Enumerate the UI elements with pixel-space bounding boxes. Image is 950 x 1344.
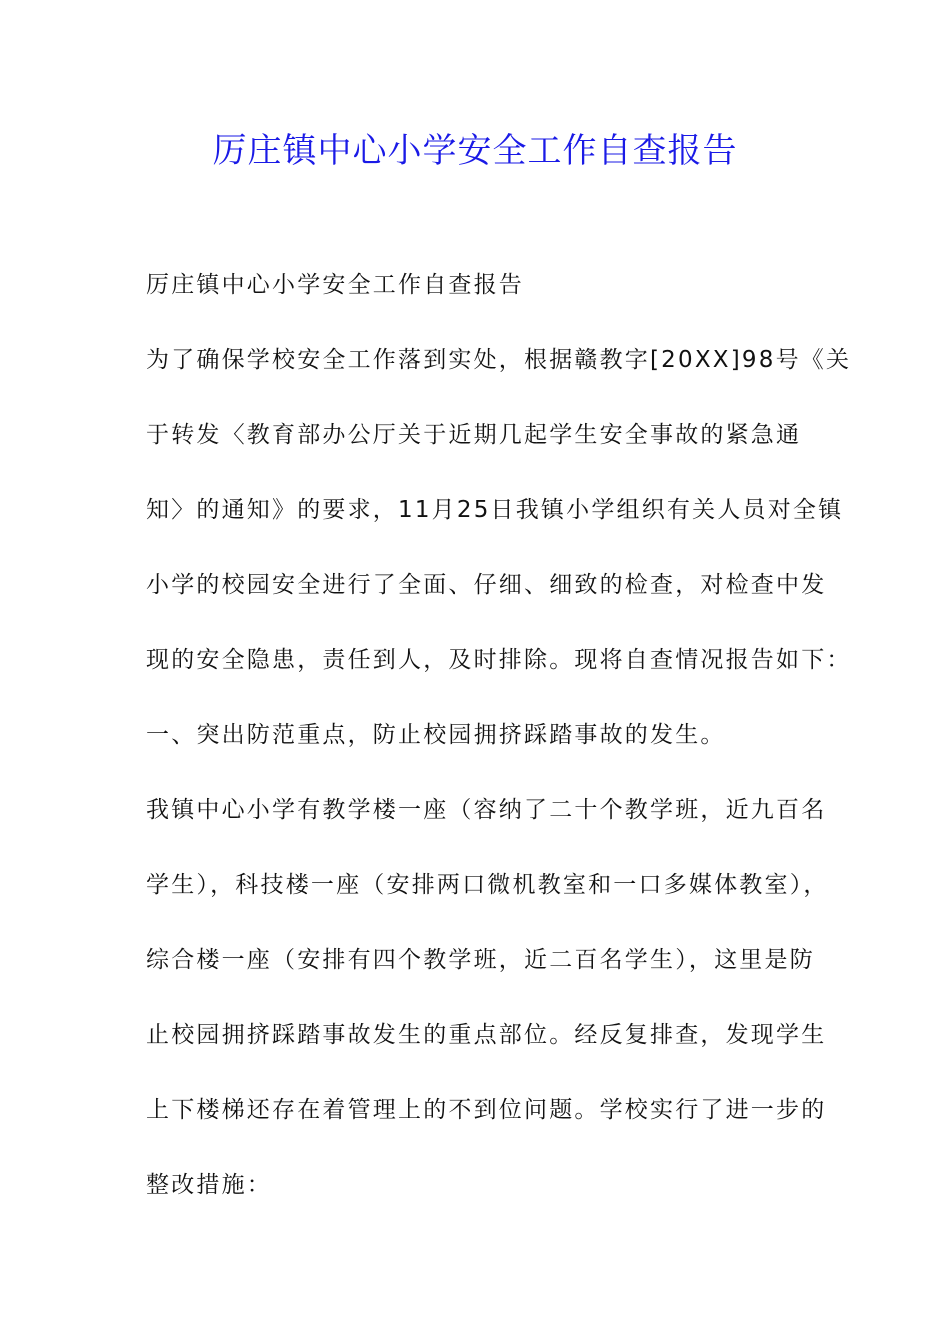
body-line: 上下楼梯还存在着管理上的不到位问题。学校实行了进一步的 xyxy=(146,1097,827,1123)
section-heading: 一、突出防范重点，防止校园拥挤踩踏事故的发生。 xyxy=(146,722,726,748)
body-line: 综合楼一座（安排有四个教学班，近二百名学生），这里是防 xyxy=(146,947,815,973)
body-line: 知〉的通知》的要求，11月25日我镇小学组织有关人员对全镇 xyxy=(146,497,844,523)
body-line: 整改措施： xyxy=(146,1172,272,1198)
body-line: 现的安全隐患，责任到人，及时排除。现将自查情况报告如下： xyxy=(146,647,852,673)
body-line: 小学的校园安全进行了全面、仔细、细致的检查，对检查中发 xyxy=(146,572,827,598)
subtitle-line: 厉庄镇中心小学安全工作自查报告 xyxy=(146,272,524,298)
body-line: 于转发〈教育部办公厅关于近期几起学生安全事故的紧急通 xyxy=(146,422,802,448)
body-line: 学生），科技楼一座（安排两口微机教室和一口多媒体教室）， xyxy=(146,872,829,898)
body-line: 为了确保学校安全工作落到实处，根据赣教字[20XX]98号《关 xyxy=(146,347,852,373)
document-title: 厉庄镇中心小学安全工作自查报告 xyxy=(212,131,738,171)
body-line: 我镇中心小学有教学楼一座（容纳了二十个教学班，近九百名 xyxy=(146,797,827,823)
body-line: 止校园拥挤踩踏事故发生的重点部位。经反复排查，发现学生 xyxy=(146,1022,827,1048)
